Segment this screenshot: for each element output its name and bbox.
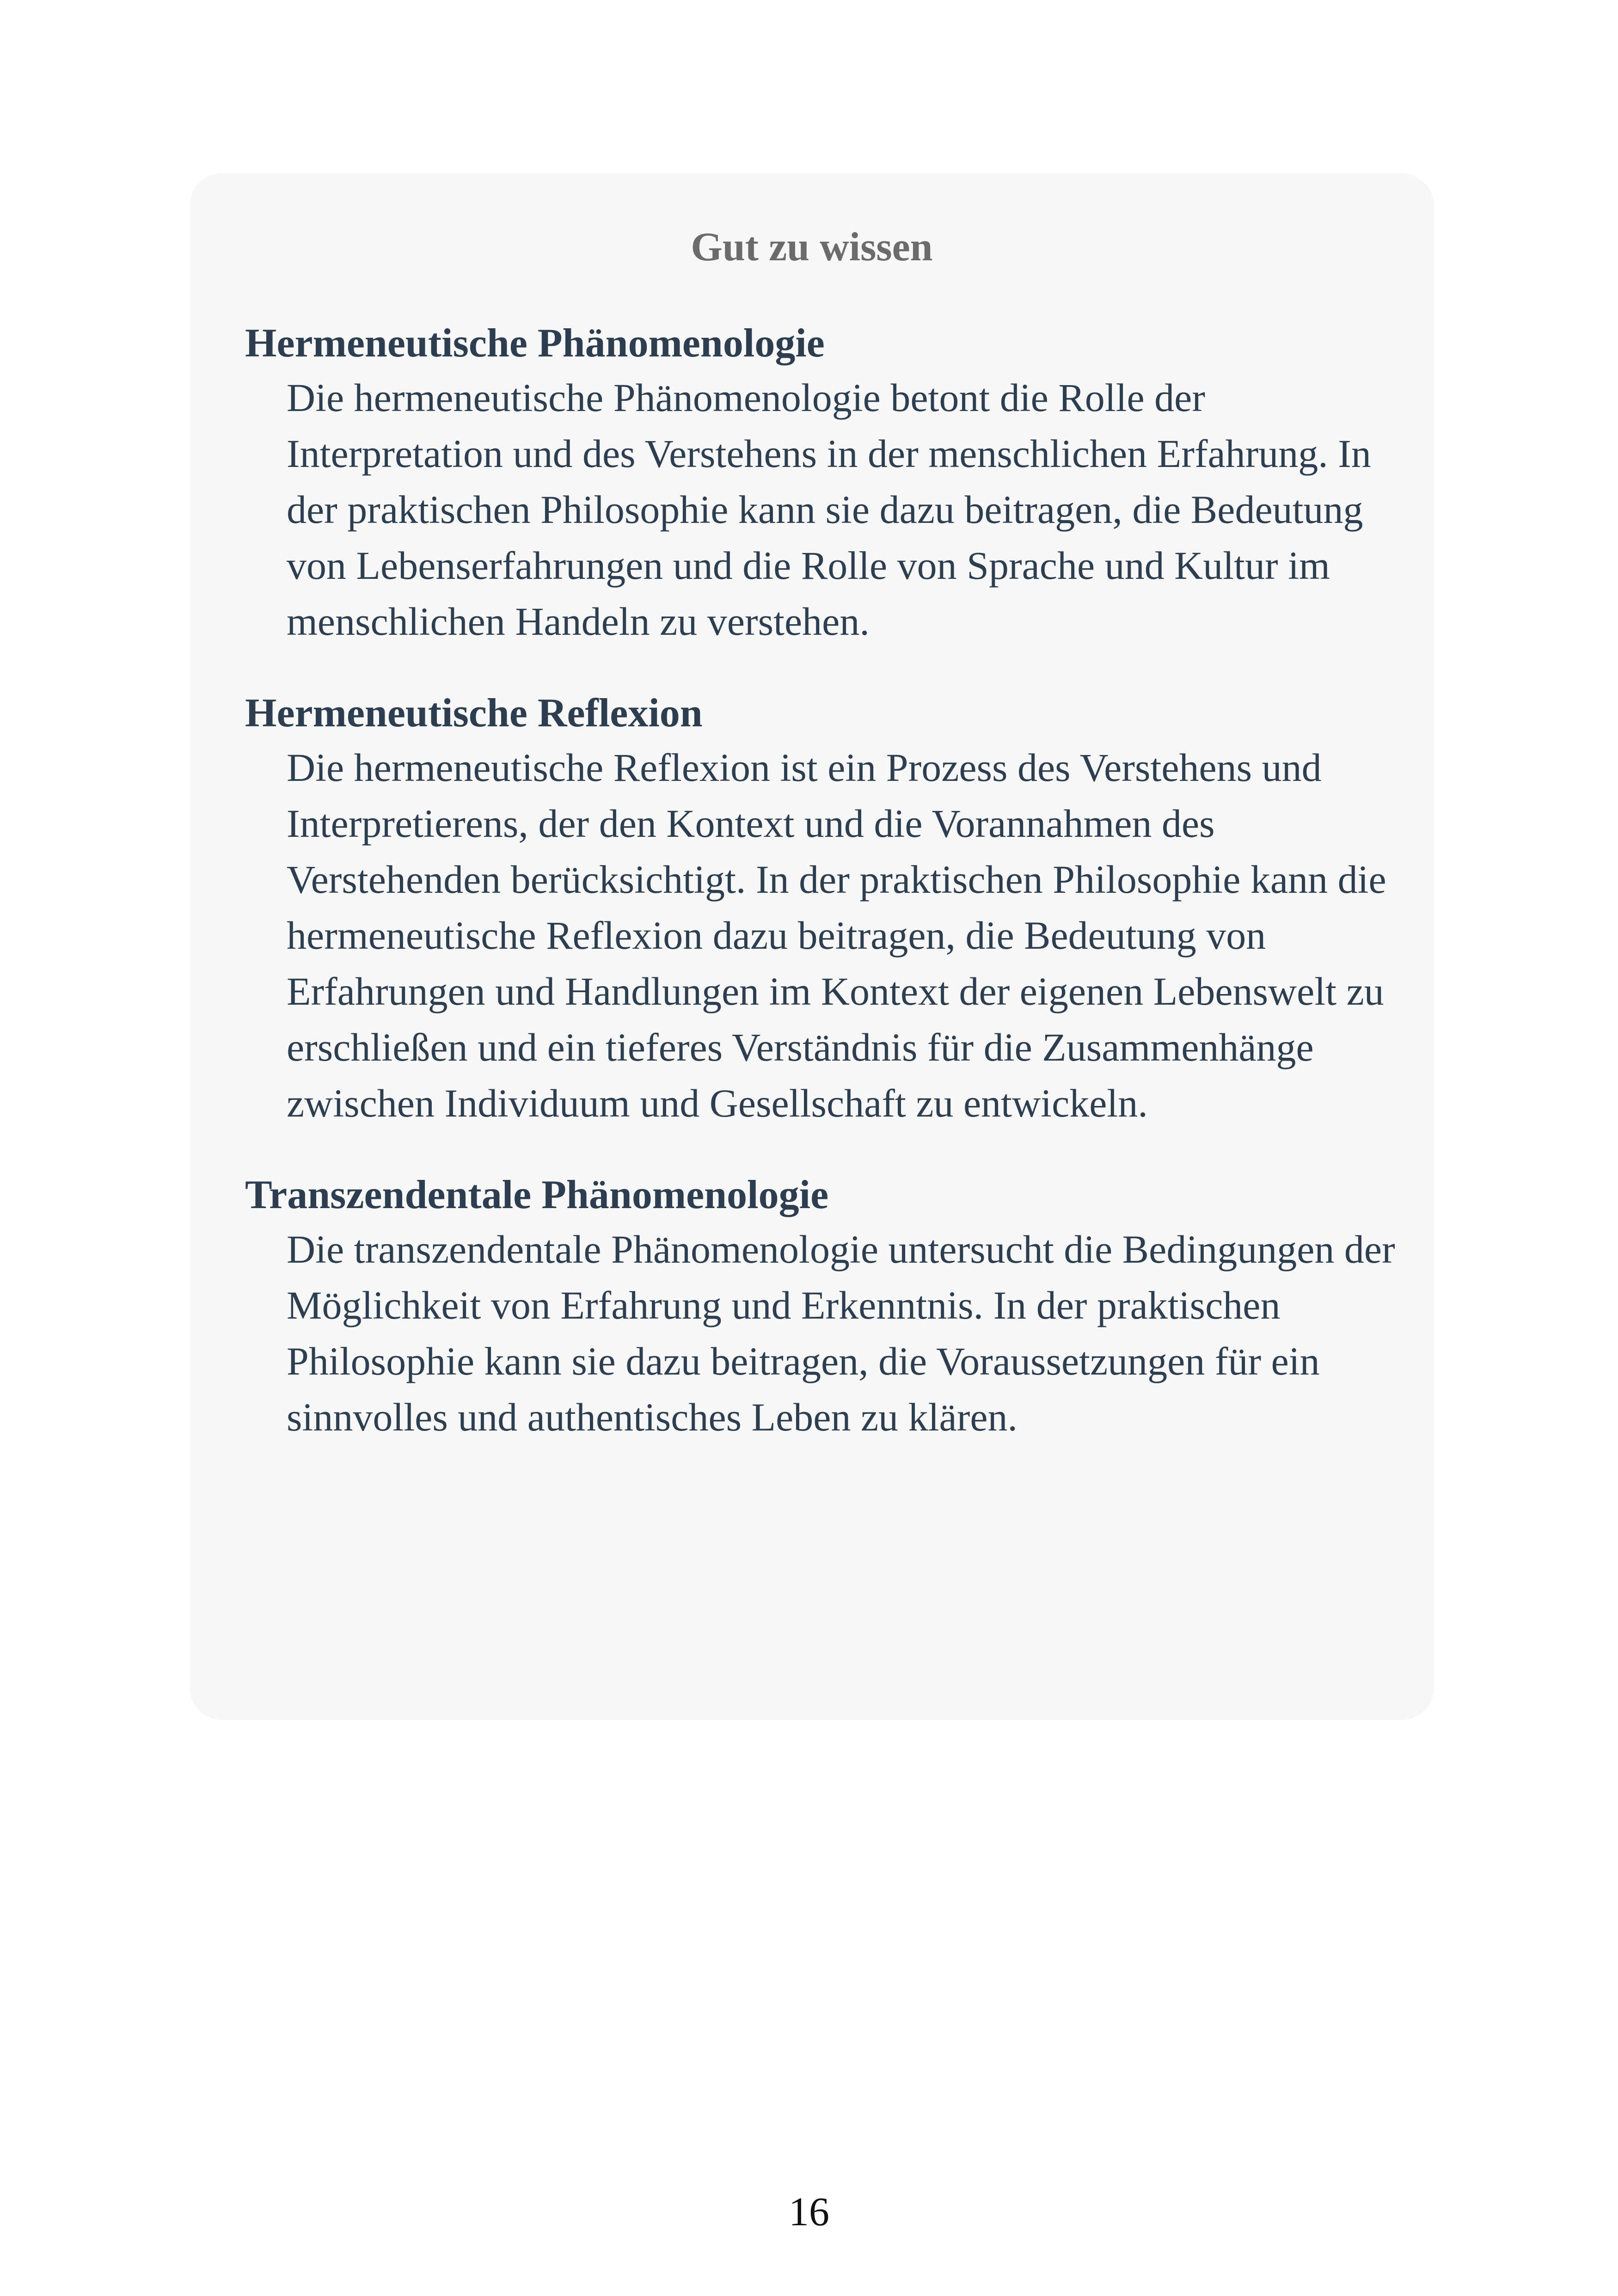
entry-term: Transzendentale Phänomenologie [245, 1173, 829, 1217]
entry-definition: Die transzendentale Phänomenologie untersucht die Bedingungen der Möglichkeit von Erfahrung und Erkenntnis. In der praktischen Philosophie kann sie dazu beitragen, die Voraussetzungen für ein sinnvolles und authentisches Leben zu klären. [287, 1227, 1395, 1439]
glossary-entry [245, 317, 1379, 650]
page-number: 16 [789, 2190, 829, 2235]
entry-term: Hermeneutische Phänomenologie [245, 321, 825, 366]
glossary-entry [245, 1168, 1395, 1445]
box-title: Gut zu wissen [691, 225, 933, 270]
glossary-entry [245, 687, 1386, 1131]
entry-definition: Die hermeneutische Phänomenologie betont die Rolle der Interpretation und des Verstehens in der menschlichen Erfahrung. In der praktischen Philosophie kann sie dazu beitragen, die Bedeutung von Lebenserfahrungen und die Rolle von Sprache und Kultur im menschlichen Handeln zu verstehen. [287, 375, 1371, 644]
entry-term: Hermeneutische Reflexion [245, 691, 703, 736]
entry-definition: Die hermeneutische Reflexion ist ein Prozess des Verstehens und Interpretierens, der den Kontext und die Vorannahmen des Verstehenden berücksichtigt. In der praktischen Philosophie kann die hermeneutische Reflexion dazu beitragen, die Bedeutung von Erfahrungen und Handlungen im Kontext der eigenen Lebenswelt zu erschließen und ein tieferes Verständnis für die Zusammenhänge zwischen Individuum und Gesellschaft zu entwickeln. [287, 745, 1386, 1125]
info-box [190, 173, 1434, 1720]
